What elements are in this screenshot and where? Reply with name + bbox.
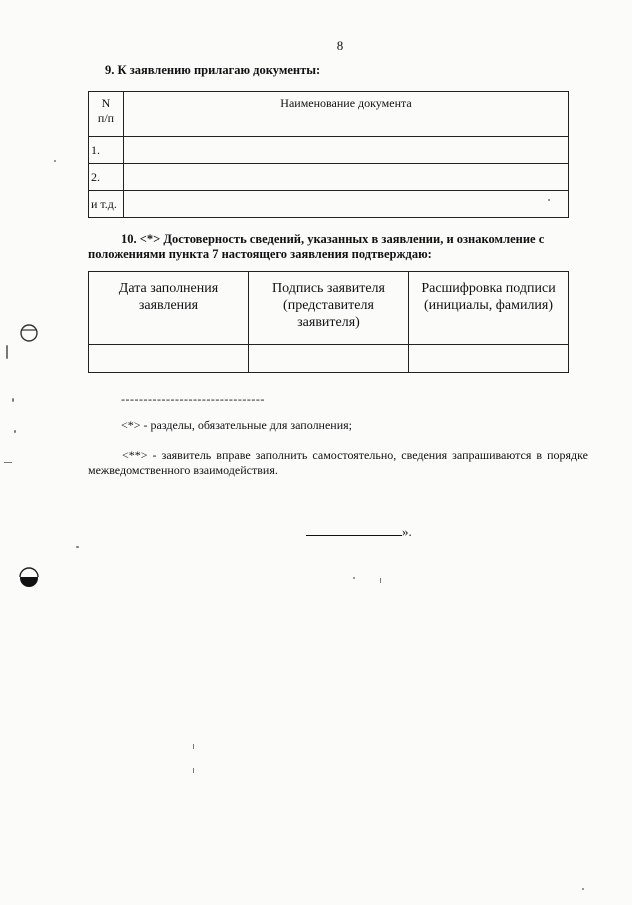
column-header-date-line1: Дата заполнения: [118, 281, 219, 296]
footnote-optional: <**> - заявитель вправе заполнить самостоятельно, сведения запрашиваются в порядке межведомственного взаимодействия.: [88, 448, 588, 477]
decoding-cell[interactable]: [409, 345, 569, 373]
column-header-date: [89, 272, 249, 345]
column-header-decoding: [409, 272, 569, 345]
column-header-signature-line3: заявителя): [297, 315, 360, 330]
column-header-signature: [249, 272, 409, 345]
closing-line: [306, 524, 412, 540]
section-9-heading: 9. К заявлению прилагаю документы:: [105, 63, 321, 77]
document-name-cell[interactable]: [124, 164, 569, 191]
document-name-cell[interactable]: [124, 191, 569, 218]
closing-quote: ».: [402, 524, 412, 539]
column-header-number: [89, 92, 124, 137]
table-header-row: [89, 92, 569, 137]
column-header-number-line1: N: [101, 96, 111, 110]
column-header-document-name: Наименование документа: [124, 92, 569, 137]
hole-punch-top-icon: [18, 322, 40, 344]
confirmation-table: [88, 271, 569, 373]
attached-documents-table: [88, 91, 569, 218]
page-number: 8: [336, 38, 344, 53]
column-header-date-line2: заявления: [138, 298, 199, 313]
footnote-separator: --------------------------------: [121, 392, 265, 406]
table-row: [89, 164, 569, 191]
column-header-signature-line2: (представителя: [283, 298, 374, 313]
date-cell[interactable]: [89, 345, 249, 373]
table-row: [89, 191, 569, 218]
row-number-cell: и т.д.: [89, 191, 124, 218]
footnote-required: <*> - разделы, обязательные для заполнения;: [121, 418, 353, 432]
column-header-signature-line1: Подпись заявителя: [272, 281, 385, 296]
signature-cell[interactable]: [249, 345, 409, 373]
row-number-cell: 1.: [89, 137, 124, 164]
table-row: [89, 345, 569, 373]
column-header-decoding-line2: (инициалы, фамилия): [423, 298, 554, 313]
column-header-decoding-line1: Расшифровка подписи: [421, 281, 556, 296]
section-10-heading-line2: положениями пункта 7 настоящего заявления подтверждаю:: [88, 247, 432, 261]
closing-blank-line[interactable]: [306, 525, 402, 536]
table-row: [89, 137, 569, 164]
hole-punch-bottom-icon: [17, 566, 41, 590]
row-number-cell: 2.: [89, 164, 124, 191]
table-header-row: [89, 272, 569, 345]
section-10-heading-line1: 10. <*> Достоверность сведений, указанных в заявлении, и ознакомление с: [121, 232, 545, 246]
document-name-cell[interactable]: [124, 137, 569, 164]
column-header-number-line2: п/п: [97, 111, 115, 125]
